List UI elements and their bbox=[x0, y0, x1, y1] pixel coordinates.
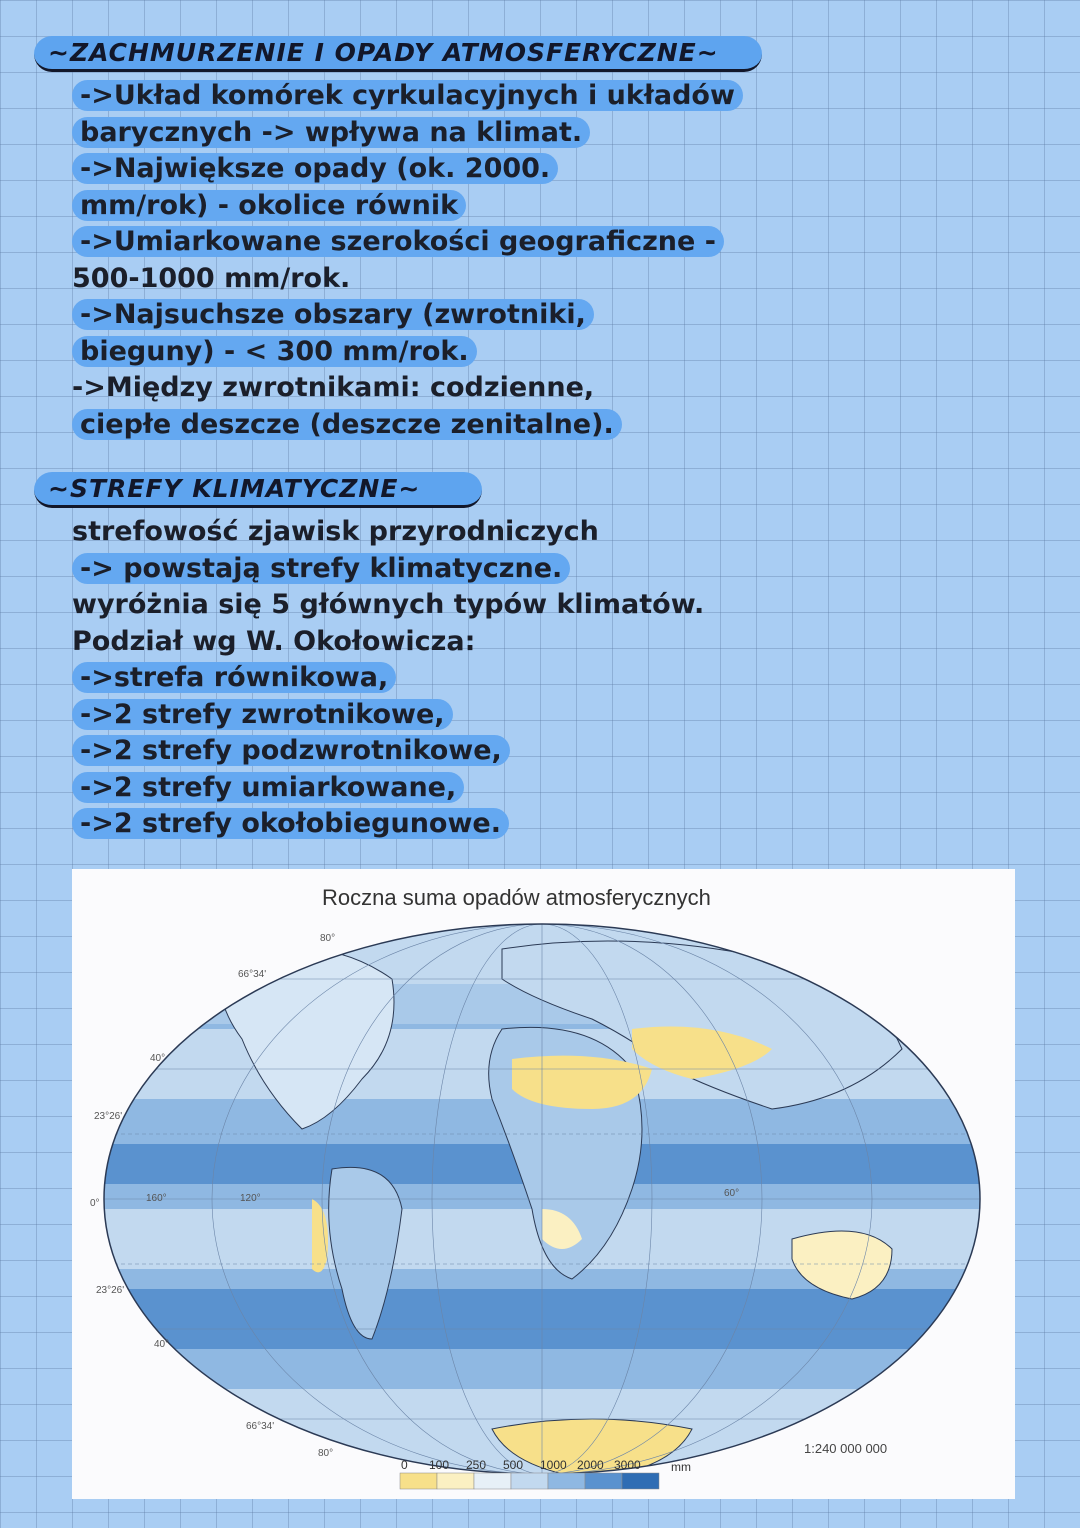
text-line: ->2 strefy podzwrotnikowe, bbox=[72, 733, 752, 770]
text-line: Podział wg W. Okołowicza: bbox=[72, 625, 476, 657]
section1-heading: ~ZACHMURZENIE I OPADY ATMOSFERYCZNE~ bbox=[34, 36, 762, 72]
map-scale: 1:240 000 000 bbox=[804, 1441, 888, 1456]
legend-swatch bbox=[400, 1473, 437, 1489]
text-line: ->Najsuchsze obszary (zwrotniki, bbox=[72, 297, 752, 334]
text-line: 500-1000 mm/rok. bbox=[72, 262, 351, 294]
lat-label: 80° bbox=[320, 933, 336, 944]
text-line: ciepłe deszcze (deszcze zenitalne). bbox=[72, 407, 752, 444]
section2-body bbox=[72, 514, 752, 843]
legend-swatch bbox=[585, 1473, 622, 1489]
legend-tick-label: 100 bbox=[429, 1458, 450, 1472]
legend-swatch bbox=[474, 1473, 511, 1489]
text-line: ->strefa równikowa, bbox=[72, 660, 752, 697]
lon-label: 120° bbox=[240, 1193, 261, 1204]
text-line: bieguny) - < 300 mm/rok. bbox=[72, 334, 752, 371]
text-line: ->2 strefy zwrotnikowe, bbox=[72, 697, 752, 734]
legend-tick-label: 250 bbox=[466, 1458, 487, 1472]
text-line: ->Układ komórek cyrkulacyjnych i układów bbox=[72, 78, 752, 115]
legend-tick-label: 3000 bbox=[614, 1458, 641, 1472]
text-line: mm/rok) - okolice równik bbox=[72, 188, 752, 225]
world-precipitation-map bbox=[72, 869, 1015, 1499]
section1-body bbox=[72, 78, 752, 443]
legend-tick-label: 2000 bbox=[577, 1458, 604, 1472]
text-line: wyróżnia się 5 głównych typów klimatów. bbox=[72, 589, 705, 620]
map-title: Roczna suma opadów atmosferycznych bbox=[322, 885, 711, 910]
legend-swatch bbox=[548, 1473, 585, 1489]
text-line: ->Umiarkowane szerokości geograficzne - bbox=[72, 224, 752, 261]
lat-label: 23°26' bbox=[96, 1285, 125, 1296]
lon-label: 60° bbox=[724, 1188, 740, 1199]
lat-label: 66°34' bbox=[238, 969, 267, 980]
lat-label: 23°26' bbox=[94, 1111, 123, 1122]
lon-label: 160° bbox=[146, 1193, 167, 1204]
south-temperate-band bbox=[72, 1289, 1015, 1349]
text-line: strefowość zjawisk przyrodniczych bbox=[72, 516, 599, 547]
lat-label: 40° bbox=[154, 1339, 170, 1350]
text-line: barycznych -> wpływa na klimat. bbox=[72, 115, 752, 152]
section2-heading: ~STREFY KLIMATYCZNE~ bbox=[34, 472, 482, 508]
legend-swatch bbox=[511, 1473, 548, 1489]
lat-label: 40° bbox=[150, 1053, 166, 1064]
legend-tick-label: 1000 bbox=[540, 1458, 567, 1472]
text-line: -> powstają strefy klimatyczne. bbox=[72, 551, 752, 588]
legend-unit: mm bbox=[671, 1460, 691, 1474]
text-line: ->2 strefy umiarkowane, bbox=[72, 770, 752, 807]
precipitation-map-card bbox=[72, 869, 1015, 1499]
text-line: ->2 strefy okołobiegunowe. bbox=[72, 806, 752, 843]
text-line: ->Największe opady (ok. 2000. bbox=[72, 151, 752, 188]
lat-label: 0° bbox=[90, 1198, 100, 1209]
legend-tick-label: 0 bbox=[401, 1458, 408, 1472]
legend-tick-label: 500 bbox=[503, 1458, 524, 1472]
legend-swatch bbox=[622, 1473, 659, 1489]
legend-swatch bbox=[437, 1473, 474, 1489]
lat-label: 66°34' bbox=[246, 1421, 275, 1432]
text-line: ->Między zwrotnikami: codzienne, bbox=[72, 372, 595, 403]
lat-label: 80° bbox=[318, 1448, 334, 1459]
